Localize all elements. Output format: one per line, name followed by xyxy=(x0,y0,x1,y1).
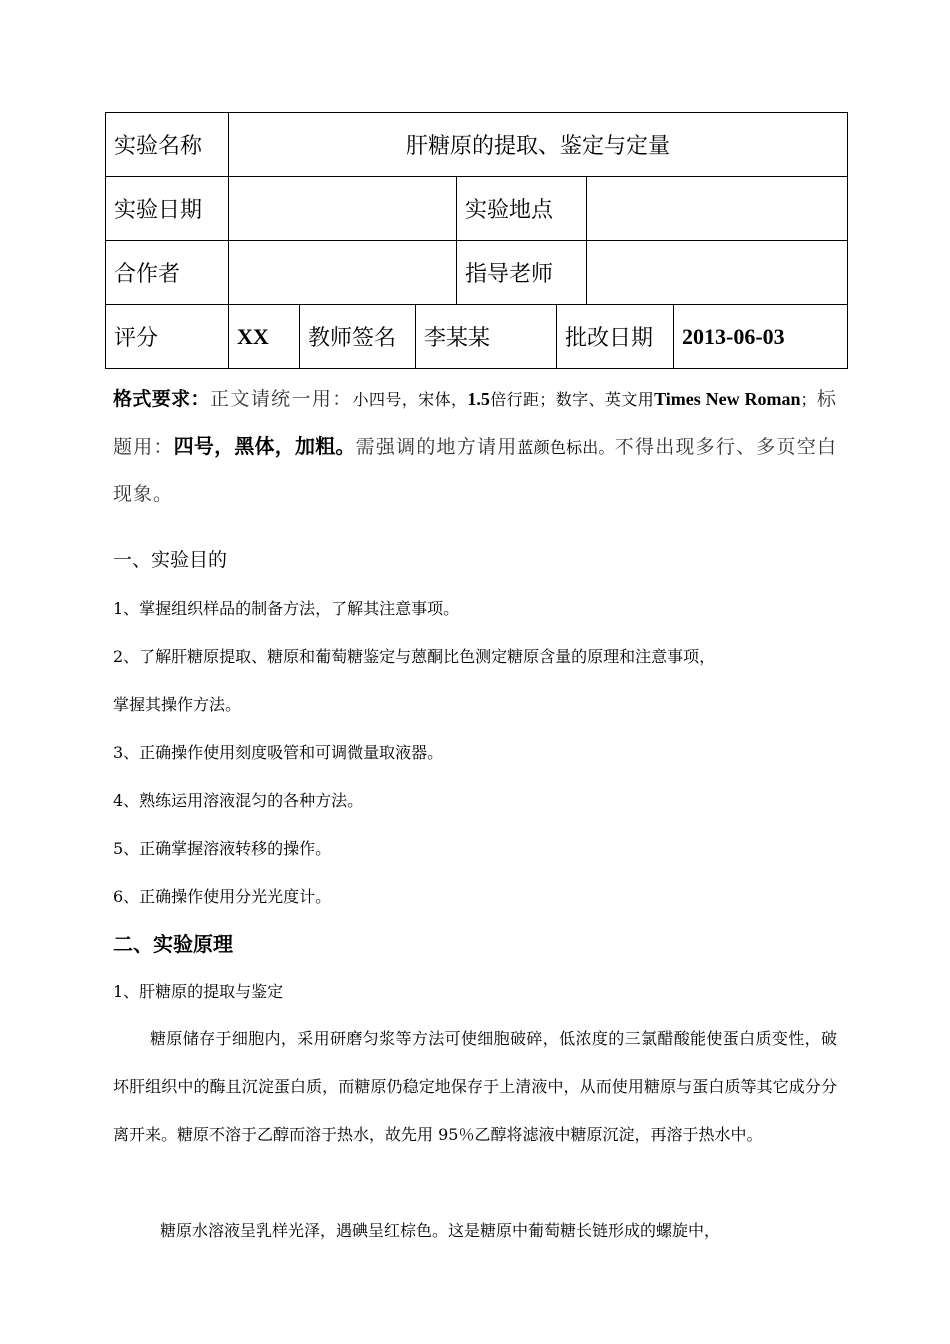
advisor-value[interactable] xyxy=(587,241,848,305)
experiment-info-table xyxy=(105,112,848,369)
partner-value[interactable] xyxy=(229,241,457,305)
list-item: 掌握其操作方法。 xyxy=(113,695,242,714)
format-text-5: Times New Roman xyxy=(654,389,801,409)
score-value: XX xyxy=(229,305,300,369)
list-item: 2、了解肝糖原提取、糖原和葡萄糖鉴定与蒽酮比色测定糖原含量的原理和注意事项， xyxy=(113,647,716,666)
row-experiment-name xyxy=(106,113,848,177)
format-label: 格式要求： xyxy=(113,388,210,410)
format-text-10: 蓝颜色标出。 xyxy=(517,438,615,457)
section-2-heading: 二、实验原理 xyxy=(113,932,233,956)
row-score xyxy=(106,305,848,369)
list-item: 6、正确操作使用分光光度计。 xyxy=(113,887,332,906)
principle-paragraph-2: 糖原水溶液呈乳样光泽，遇碘呈红棕色。这是糖原中葡萄糖长链形成的螺旋中， xyxy=(160,1221,721,1240)
review-date-value: 2013-06-03 xyxy=(674,305,848,369)
score-label: 评分 xyxy=(106,305,229,369)
partner-label: 合作者 xyxy=(106,241,229,305)
advisor-label: 指导老师 xyxy=(457,241,587,305)
row-date-place xyxy=(106,177,848,241)
list-item: 4、熟练运用溶液混匀的各种方法。 xyxy=(113,791,364,810)
format-text-7: 标题用： xyxy=(113,388,837,458)
experiment-name-value: 肝糖原的提取、鉴定与定量 xyxy=(229,113,848,177)
experiment-place-value[interactable] xyxy=(587,177,848,241)
format-text-8: 四号，黑体，加粗。 xyxy=(173,434,356,458)
experiment-date-value[interactable] xyxy=(229,177,457,241)
row-partner-advisor xyxy=(106,241,848,305)
list-item: 1、掌握组织样品的制备方法，了解其注意事项。 xyxy=(113,599,460,618)
format-text-2: 小四号，宋体， xyxy=(352,390,468,409)
list-item: 5、正确掌握溶液转移的操作。 xyxy=(113,839,332,858)
teacher-sign-value: 李某某 xyxy=(416,305,557,369)
review-date-label: 批改日期 xyxy=(557,305,674,369)
section-1-heading: 一、实验目的 xyxy=(113,549,228,571)
format-text-9: 需强调的地方请用 xyxy=(355,436,518,458)
experiment-name-label: 实验名称 xyxy=(106,113,229,177)
experiment-place-label: 实验地点 xyxy=(457,177,587,241)
teacher-sign-label: 教师签名 xyxy=(300,305,416,369)
format-requirements xyxy=(113,376,837,518)
principle-paragraph-1: 糖原储存于细胞内，采用研磨匀浆等方法可使细胞破碎，低浓度的三氯醋酸能使蛋白质变性，破坏肝组织中的酶且沉淀蛋白质，而糖原仍稳定地保存于上清液中，从而使用糖原与蛋白质等其它成分分离开来。糖原不溶于乙醇而溶于热水，故先用 95％乙醇将滤液中糖原沉淀，再溶于热水中。 xyxy=(113,1029,837,1144)
format-text-1: 正文请统一用： xyxy=(209,388,353,410)
format-text-11: 不得出现多行、多页空白现象。 xyxy=(113,436,837,505)
section-2-subheading: 1、肝糖原的提取与鉴定 xyxy=(113,982,284,1001)
experiment-date-label: 实验日期 xyxy=(106,177,229,241)
format-text-6: ； xyxy=(800,390,817,409)
list-item: 3、正确操作使用刻度吸管和可调微量取液器。 xyxy=(113,743,444,762)
format-text-3: 1.5 xyxy=(467,389,490,409)
format-text-4: 倍行距；数字、英文用 xyxy=(489,390,655,409)
